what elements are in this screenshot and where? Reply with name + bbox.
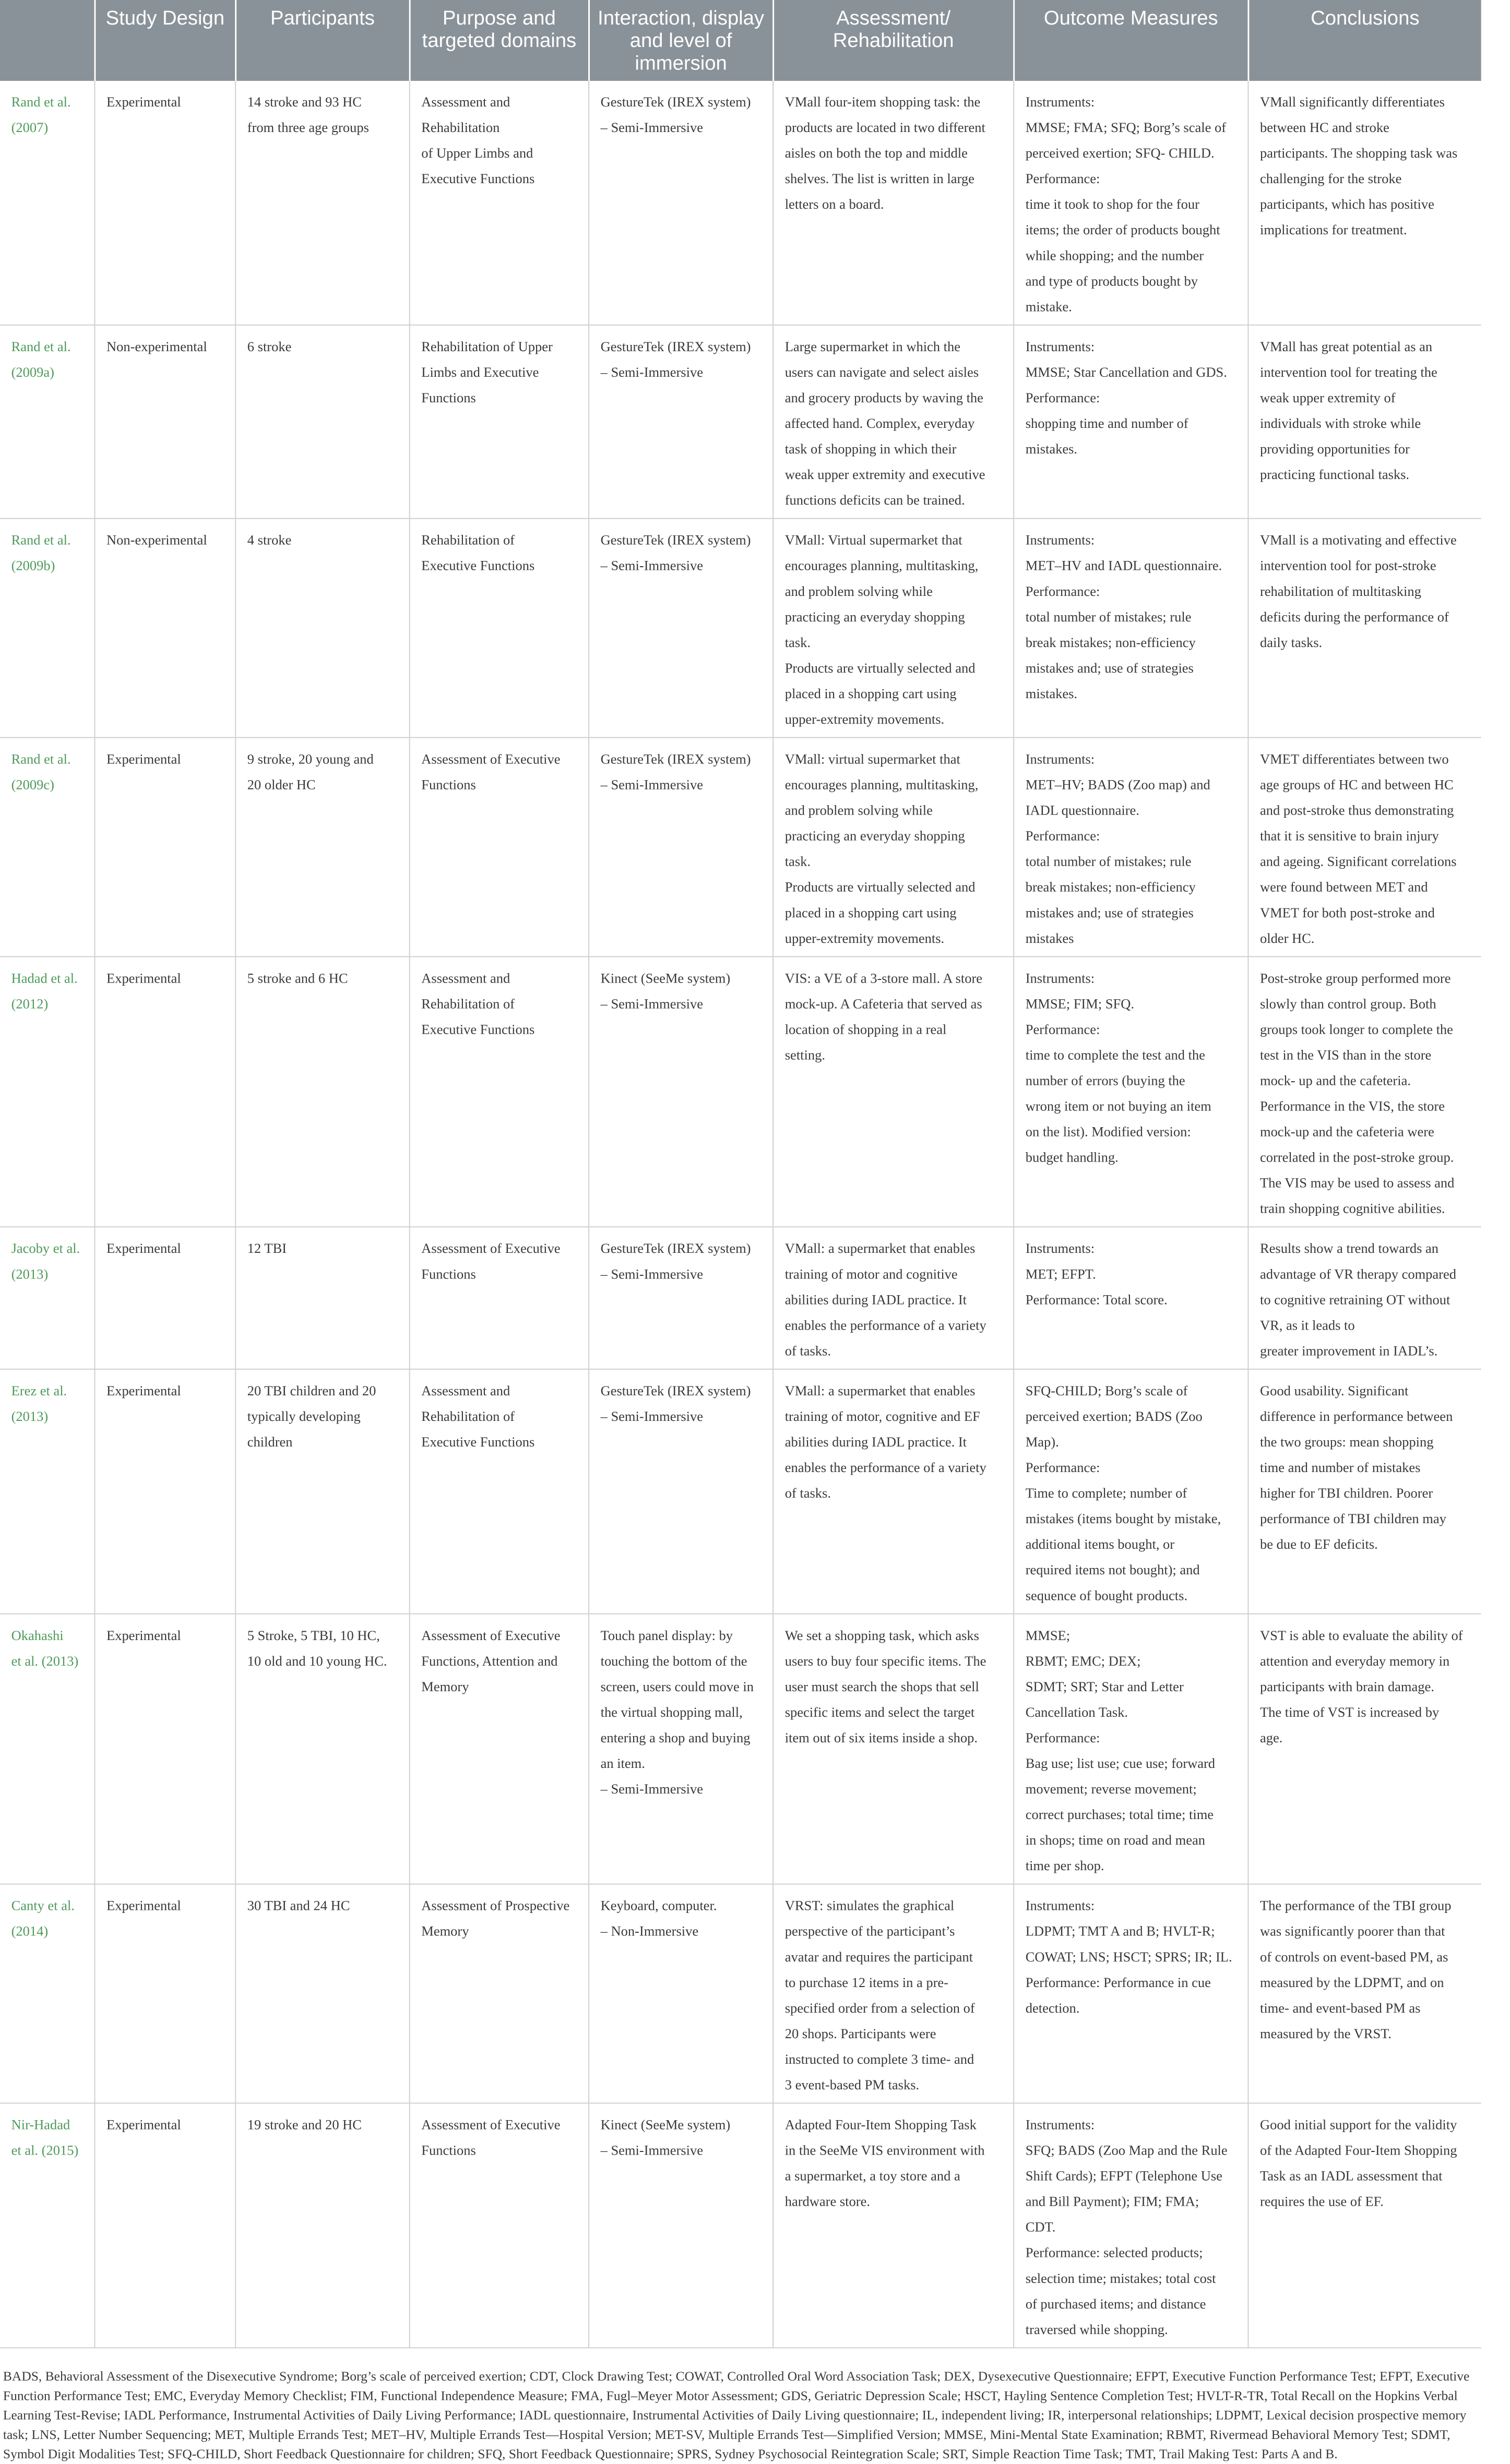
interaction-cell: Kinect (SeeMe system) – Semi-Immersive — [589, 2103, 773, 2348]
participants-cell: 12 TBI — [235, 1227, 410, 1369]
study-cell[interactable]: Hadad et al. (2012) — [0, 956, 94, 1227]
participants-cell: 14 stroke and 93 HC from three age groups — [235, 81, 410, 325]
study-design-cell: Experimental — [94, 1227, 235, 1369]
participants-cell: 6 stroke — [235, 325, 410, 519]
header-interaction: Interaction, display and level of immersion — [589, 0, 773, 81]
outcome-measures-cell: Instruments: LDPMT; TMT A and B; HVLT-R; COWAT; LNS; HSCT; SPRS; IR; IL. Performance: Performance in cue detection. — [1014, 1884, 1248, 2103]
conclusions-cell: Good usability. Significant difference in performance between the two groups: mean shopping time and number of mistakes higher for TBI children. Poorer performance of TBI children may be due to EF deficits. — [1248, 1369, 1481, 1614]
study-design-cell: Experimental — [94, 2103, 235, 2348]
interaction-cell: Kinect (SeeMe system) – Semi-Immersive — [589, 956, 773, 1227]
table-row — [0, 325, 1481, 519]
purpose-cell: Assessment of Executive Functions — [410, 737, 589, 956]
interaction-cell: GestureTek (IREX system) – Semi-Immersive — [589, 1227, 773, 1369]
study-design-cell: Non-experimental — [94, 325, 235, 519]
study-design-cell: Experimental — [94, 1884, 235, 2103]
assessment-cell: Large supermarket in which the users can navigate and select aisles and grocery products by waving the affected hand. Complex, everyday task of shopping in which their weak upper extremity and executive functions deficits can be trained. — [773, 325, 1014, 519]
table-row — [0, 1227, 1481, 1369]
study-cell[interactable]: Rand et al. (2009b) — [0, 519, 94, 738]
header-study-design: Study Design — [94, 0, 235, 81]
study-cell[interactable]: Rand et al. (2009c) — [0, 737, 94, 956]
participants-cell: 5 stroke and 6 HC — [235, 956, 410, 1227]
study-cell[interactable]: Erez et al. (2013) — [0, 1369, 94, 1614]
conclusions-cell: VMall has great potential as an intervention tool for treating the weak upper extremity of individuals with stroke while providing opportunities for practicing functional tasks. — [1248, 325, 1481, 519]
table-row — [0, 956, 1481, 1227]
study-cell[interactable]: Canty et al. (2014) — [0, 1884, 94, 2103]
participants-cell: 5 Stroke, 5 TBI, 10 HC, 10 old and 10 young HC. — [235, 1614, 410, 1884]
table-row — [0, 737, 1481, 956]
table-row — [0, 2103, 1481, 2348]
participants-cell: 20 TBI children and 20 typically developing children — [235, 1369, 410, 1614]
assessment-cell: Adapted Four-Item Shopping Task in the SeeMe VIS environment with a supermarket, a toy store and a hardware store. — [773, 2103, 1014, 2348]
purpose-cell: Assessment of Executive Functions — [410, 2103, 589, 2348]
outcome-measures-cell: Instruments: MMSE; Star Cancellation and GDS. Performance: shopping time and number of mistakes. — [1014, 325, 1248, 519]
table-row — [0, 81, 1481, 325]
purpose-cell: Rehabilitation of Executive Functions — [410, 519, 589, 738]
outcome-measures-cell: Instruments: MMSE; FMA; SFQ; Borg’s scale of perceived exertion; SFQ- CHILD. Performance: time it took to shop for the four items; the order of products bought while shopping; and the number and type of products bought by mistake. — [1014, 81, 1248, 325]
study-cell[interactable]: Rand et al. (2009a) — [0, 325, 94, 519]
assessment-cell: VIS: a VE of a 3-store mall. A store mock-up. A Cafeteria that served as location of shopping in a real setting. — [773, 956, 1014, 1227]
study-design-cell: Experimental — [94, 737, 235, 956]
conclusions-cell: VMall is a motivating and effective intervention tool for post-stroke rehabilitation of multitasking deficits during the performance of daily tasks. — [1248, 519, 1481, 738]
study-design-cell: Experimental — [94, 81, 235, 325]
assessment-cell: We set a shopping task, which asks users to buy four specific items. The user must search the shops that sell specific items and select the target item out of six items inside a shop. — [773, 1614, 1014, 1884]
conclusions-cell: VST is able to evaluate the ability of attention and everyday memory in participants with brain damage. The time of VST is increased by age. — [1248, 1614, 1481, 1884]
outcome-measures-cell: SFQ-CHILD; Borg’s scale of perceived exertion; BADS (Zoo Map). Performance: Time to complete; number of mistakes (items bought by mistake, additional items bought, or required items not bought); and sequence of bought products. — [1014, 1369, 1248, 1614]
header-study — [0, 0, 94, 81]
assessment-cell: VMall: Virtual supermarket that encourages planning, multitasking, and problem solving while practicing an everyday shopping task. Products are virtually selected and placed in a shopping cart using upper-extremity movements. — [773, 519, 1014, 738]
participants-cell: 9 stroke, 20 young and 20 older HC — [235, 737, 410, 956]
conclusions-cell: Good initial support for the validity of the Adapted Four-Item Shopping Task as an IADL assessment that requires the use of EF. — [1248, 2103, 1481, 2348]
header-conclusions: Conclusions — [1248, 0, 1481, 81]
table-header-row — [0, 0, 1481, 81]
study-cell[interactable]: Nir-Hadad et al. (2015) — [0, 2103, 94, 2348]
purpose-cell: Assessment and Rehabilitation of Upper Limbs and Executive Functions — [410, 81, 589, 325]
purpose-cell: Assessment and Rehabilitation of Executive Functions — [410, 1369, 589, 1614]
interaction-cell: GestureTek (IREX system) – Semi-Immersive — [589, 737, 773, 956]
outcome-measures-cell: Instruments: MET–HV and IADL questionnaire. Performance: total number of mistakes; rule break mistakes; non-efficiency mistakes and; use of strategies mistakes. — [1014, 519, 1248, 738]
outcome-measures-cell: Instruments: MET–HV; BADS (Zoo map) and IADL questionnaire. Performance: total number of mistakes; rule break mistakes; non-efficiency mistakes and; use of strategies mistakes — [1014, 737, 1248, 956]
table-row — [0, 1369, 1481, 1614]
assessment-cell: VMall: a supermarket that enables training of motor and cognitive abilities during IADL practice. It enables the performance of a variety of tasks. — [773, 1227, 1014, 1369]
participants-cell: 30 TBI and 24 HC — [235, 1884, 410, 2103]
header-outcome-measures: Outcome Measures — [1014, 0, 1248, 81]
outcome-measures-cell: Instruments: MET; EFPT. Performance: Total score. — [1014, 1227, 1248, 1369]
interaction-cell: GestureTek (IREX system) – Semi-Immersive — [589, 519, 773, 738]
conclusions-cell: Post-stroke group performed more slowly than control group. Both groups took longer to complete the test in the VIS than in the store mock- up and the cafeteria. Performance in the VIS, the store mock-up and the cafeteria were correlated in the post-stroke group. The VIS may be used to assess and train shopping cognitive abilities. — [1248, 956, 1481, 1227]
participants-cell: 19 stroke and 20 HC — [235, 2103, 410, 2348]
interaction-cell: Keyboard, computer. – Non-Immersive — [589, 1884, 773, 2103]
purpose-cell: Assessment of Prospective Memory — [410, 1884, 589, 2103]
assessment-cell: VMall: a supermarket that enables training of motor, cognitive and EF abilities during IADL practice. It enables the performance of a variety of tasks. — [773, 1369, 1014, 1614]
interaction-cell: GestureTek (IREX system) – Semi-Immersive — [589, 1369, 773, 1614]
study-design-cell: Experimental — [94, 956, 235, 1227]
study-cell[interactable]: Rand et al. (2007) — [0, 81, 94, 325]
study-design-cell: Non-experimental — [94, 519, 235, 738]
conclusions-cell: The performance of the TBI group was significantly poorer than that of controls on event-based PM, as measured by the LDPMT, and on time- and event-based PM as measured by the VRST. — [1248, 1884, 1481, 2103]
purpose-cell: Assessment of Executive Functions — [410, 1227, 589, 1369]
participants-cell: 4 stroke — [235, 519, 410, 738]
header-purpose: Purpose and targeted domains — [410, 0, 589, 81]
outcome-measures-cell: Instruments: MMSE; FIM; SFQ. Performance: time to complete the test and the number of errors (buying the wrong item or not buying an item on the list). Modified version: budget handling. — [1014, 956, 1248, 1227]
interaction-cell: Touch panel display: by touching the bottom of the screen, users could move in the virtual shopping mall, entering a shop and buying an item. – Semi-Immersive — [589, 1614, 773, 1884]
outcome-measures-cell: Instruments: SFQ; BADS (Zoo Map and the Rule Shift Cards); EFPT (Telephone Use and Bill Payment); FIM; FMA; CDT. Performance: selected products; selection time; mistakes; total cost of purchased items; and distance traversed while shopping. — [1014, 2103, 1248, 2348]
assessment-cell: VRST: simulates the graphical perspective of the participant’s avatar and requires the participant to purchase 12 items in a pre- specified order from a selection of 20 shops. Participants were instructed to complete 3 time- and 3 event-based PM tasks. — [773, 1884, 1014, 2103]
study-design-cell: Experimental — [94, 1614, 235, 1884]
outcome-measures-cell: MMSE; RBMT; EMC; DEX; SDMT; SRT; Star and Letter Cancellation Task. Performance: Bag use; list use; cue use; forward movement; reverse movement; correct purchases; total time; time in shops; time on road and mean time per shop. — [1014, 1614, 1248, 1884]
header-participants: Participants — [235, 0, 410, 81]
assessment-cell: VMall four-item shopping task: the products are located in two different aisles on both the top and middle shelves. The list is written in large letters on a board. — [773, 81, 1014, 325]
conclusions-cell: VMET differentiates between two age groups of HC and between HC and post-stroke thus demonstrating that it is sensitive to brain injury and ageing. Significant correlations were found between MET and VMET for both post-stroke and older HC. — [1248, 737, 1481, 956]
conclusions-cell: VMall significantly differentiates between HC and stroke participants. The shopping task was challenging for the stroke participants, which has positive implications for treatment. — [1248, 81, 1481, 325]
purpose-cell: Assessment and Rehabilitation of Executive Functions — [410, 956, 589, 1227]
conclusions-cell: Results show a trend towards an advantage of VR therapy compared to cognitive retraining OT without VR, as it leads to greater improvement in IADL’s. — [1248, 1227, 1481, 1369]
purpose-cell: Assessment of Executive Functions, Attention and Memory — [410, 1614, 589, 1884]
interaction-cell: GestureTek (IREX system) – Semi-Immersive — [589, 81, 773, 325]
purpose-cell: Rehabilitation of Upper Limbs and Executive Functions — [410, 325, 589, 519]
header-assessment: Assessment/ Rehabilitation — [773, 0, 1014, 81]
interaction-cell: GestureTek (IREX system) – Semi-Immersive — [589, 325, 773, 519]
assessment-cell: VMall: virtual supermarket that encourages planning, multitasking, and problem solving while practicing an everyday shopping task. Products are virtually selected and placed in a shopping cart using upper-extremity movements. — [773, 737, 1014, 956]
table-footnote: BADS, Behavioral Assessment of the Disexecutive Syndrome; Borg’s scale of perceived exertion; CDT, Clock Drawing Test; COWAT, Controlled Oral Word Association Task; DEX, Dysexecutive Questionnaire; EFPT, Executive Function Performance Test; EFPT, Executive Function Performance Test; EMC, Everyday Memory Checklist; FIM, Functional Independence Measure; FMA, Fugl–Meyer Motor Assessment; GDS, Geriatric Depression Scale; HSCT, Hayling Sentence Completion Test; HVLT-R-TR, Total Recall on the Hopkins Verbal Learning Test-Revise; IADL Performance, Instrumental Activities of Daily Living Performance; IADL questionnaire, Instrumental Activities of Daily Living questionnaire; IL, independent living; IR, interpersonal relationships; LDPMT, Lexical decision prospective memory task; LNS, Letter Number Sequencing; MET, Multiple Errands Test; MET–HV, Multiple Errands Test—Hospital Version; MET-SV, Multiple Errands Test—Simplified Version; MMSE, Mini-Mental State Examination; RBMT, Rivermead Behavioral Memory Test; SDMT, Symbol Digit Modalities Test; SFQ-CHILD, Short Feedback Questionnaire for children; SFQ, Short Feedback Questionnaire; SPRS, Sydney Psychosocial Reintegration Scale; SRT, Simple Reaction Time Task; TMT, Trail Making Test: Parts A and B. — [3, 2369, 1470, 2462]
study-cell[interactable]: Jacoby et al. (2013) — [0, 1227, 94, 1369]
study-cell[interactable]: Okahashi et al. (2013) — [0, 1614, 94, 1884]
table-row — [0, 519, 1481, 738]
table-row — [0, 1614, 1481, 1884]
table-row — [0, 1884, 1481, 2103]
study-design-cell: Experimental — [94, 1369, 235, 1614]
